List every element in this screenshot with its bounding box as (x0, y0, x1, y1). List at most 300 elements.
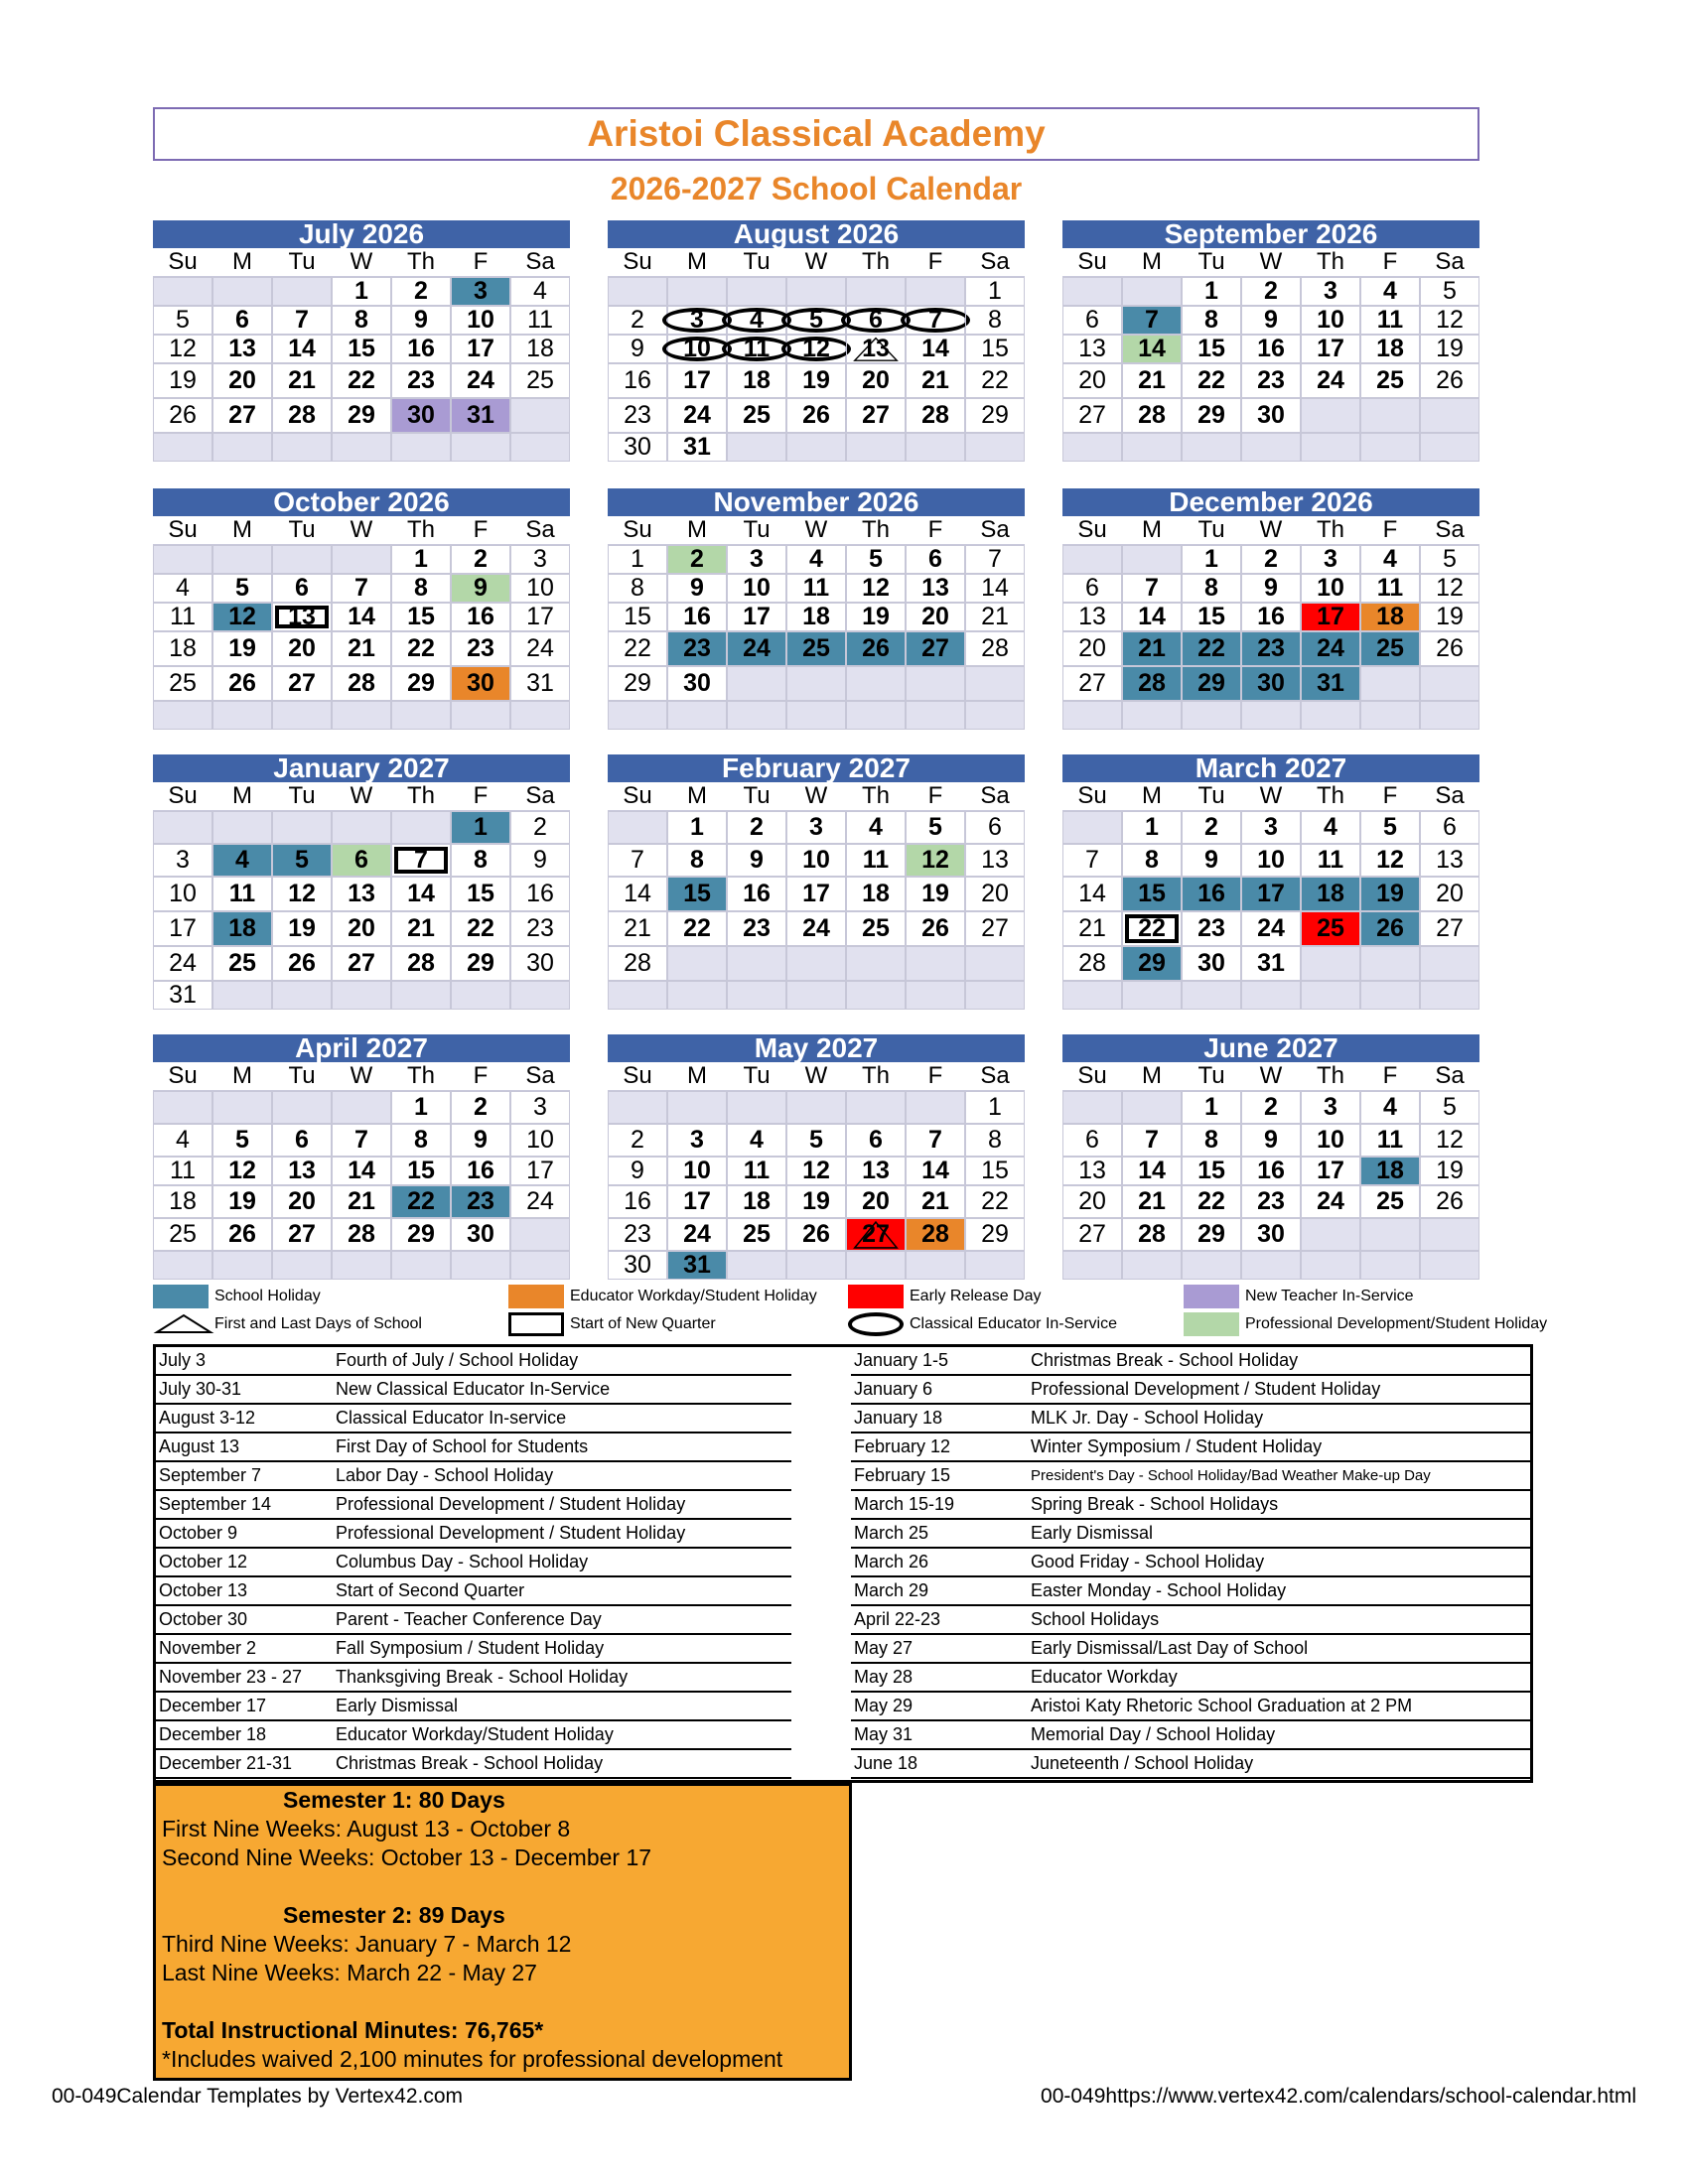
weekday-header: W (786, 1062, 846, 1091)
month-title: January 2027 (153, 754, 570, 782)
empty-cell (272, 1091, 332, 1124)
day-cell: 3 (667, 1124, 727, 1157)
empty-cell (391, 981, 451, 1010)
day-cell: 5 (1420, 545, 1479, 574)
day-cell: 6 (1062, 306, 1122, 335)
day-cell: 11 (1360, 306, 1420, 335)
weekday-header: Su (608, 782, 667, 811)
day-cell: 25 (727, 1218, 786, 1251)
day-cell: 1 (667, 811, 727, 844)
weekday-header: Su (1062, 782, 1122, 811)
event-description: Parent - Teacher Conference Day (336, 1609, 602, 1629)
event-description: Classical Educator In-service (336, 1408, 567, 1428)
month-title: June 2027 (1062, 1034, 1479, 1062)
event-date: September 14 (159, 1494, 272, 1514)
event-row (851, 1462, 1530, 1491)
empty-cell (1122, 545, 1182, 574)
day-cell: 1 (451, 811, 510, 844)
legend-label: Professional Development/Student Holiday (1245, 1315, 1548, 1332)
day-cell: 4 (786, 545, 846, 574)
event-row (156, 1606, 791, 1635)
empty-cell (667, 981, 727, 1010)
event-date: March 29 (854, 1580, 929, 1600)
day-cell: 7 (272, 306, 332, 335)
legend-school-holiday (153, 1285, 321, 1308)
event-row (156, 1405, 791, 1433)
day-cell: 29 (965, 1218, 1025, 1251)
day-cell: 18 (510, 335, 570, 363)
empty-cell (846, 1091, 906, 1124)
empty-cell (1420, 666, 1479, 701)
day-cell: 8 (667, 844, 727, 877)
day-cell: 22 (667, 911, 727, 946)
empty-cell (608, 701, 667, 730)
month-title: April 2027 (153, 1034, 570, 1062)
weekday-header: M (212, 1062, 272, 1091)
day-cell: 29 (1182, 1218, 1241, 1251)
day-cell: 16 (1241, 1157, 1301, 1185)
day-cell: 11 (846, 844, 906, 877)
day-cell: 4 (153, 574, 212, 603)
empty-cell (272, 981, 332, 1010)
day-cell: 14 (965, 574, 1025, 603)
weekday-header: M (1122, 782, 1182, 811)
empty-cell (608, 277, 667, 306)
empty-cell (906, 1091, 965, 1124)
day-cell: 21 (906, 363, 965, 398)
semester-summary (153, 1783, 852, 2081)
day-cell: 3 (667, 306, 727, 335)
day-cell: 12 (1420, 574, 1479, 603)
day-cell: 12 (906, 844, 965, 877)
day-cell: 28 (906, 398, 965, 433)
day-cell: 22 (1182, 363, 1241, 398)
day-cell: 12 (1420, 1124, 1479, 1157)
day-cell: 26 (272, 946, 332, 981)
day-cell: 26 (212, 1218, 272, 1251)
month-title: September 2026 (1062, 220, 1479, 248)
weekday-header: Su (153, 1062, 212, 1091)
day-cell: 26 (906, 911, 965, 946)
day-cell: 21 (332, 1185, 391, 1218)
event-description: Fourth of July / School Holiday (336, 1350, 579, 1370)
empty-cell (846, 981, 906, 1010)
day-cell: 6 (965, 811, 1025, 844)
day-cell: 15 (965, 335, 1025, 363)
day-cell: 3 (510, 545, 570, 574)
day-cell: 3 (1301, 277, 1360, 306)
month-grid (1062, 248, 1479, 462)
month-grid (1062, 782, 1479, 1010)
triangle-icon (153, 1312, 214, 1336)
legend-label: Classical Educator In-Service (910, 1315, 1117, 1332)
day-cell: 31 (667, 433, 727, 462)
empty-cell (153, 811, 212, 844)
day-cell: 18 (1360, 335, 1420, 363)
empty-cell (1122, 1251, 1182, 1280)
day-cell: 17 (1241, 877, 1301, 911)
weekday-header: Tu (1182, 516, 1241, 545)
event-date: May 27 (854, 1638, 914, 1658)
day-cell: 29 (608, 666, 667, 701)
empty-cell (1241, 701, 1301, 730)
month-grid (153, 516, 570, 730)
day-cell: 10 (451, 306, 510, 335)
empty-cell (1241, 981, 1301, 1010)
month-december-2026 (1062, 488, 1479, 730)
event-date: April 22-23 (854, 1609, 941, 1629)
day-cell: 4 (212, 844, 272, 877)
day-cell: 27 (272, 666, 332, 701)
weekday-header: Tu (1182, 248, 1241, 277)
day-cell: 6 (212, 306, 272, 335)
empty-cell (1122, 277, 1182, 306)
month-title: July 2026 (153, 220, 570, 248)
day-cell: 15 (391, 1157, 451, 1185)
legend-new-teacher (1184, 1285, 1414, 1308)
day-cell: 6 (906, 545, 965, 574)
event-row (156, 1693, 791, 1721)
day-cell: 1 (1182, 1091, 1241, 1124)
day-cell: 25 (727, 398, 786, 433)
day-cell: 30 (451, 1218, 510, 1251)
day-cell: 27 (965, 911, 1025, 946)
empty-cell (786, 277, 846, 306)
day-cell: 28 (1122, 1218, 1182, 1251)
day-cell: 27 (1420, 911, 1479, 946)
day-cell: 20 (332, 911, 391, 946)
day-cell: 27 (846, 1218, 906, 1251)
day-cell: 21 (1122, 1185, 1182, 1218)
day-cell: 25 (153, 1218, 212, 1251)
day-cell: 17 (1301, 335, 1360, 363)
empty-cell (727, 666, 786, 701)
day-cell: 1 (608, 545, 667, 574)
semester2-title: Semester 2: 89 Days (283, 1902, 505, 1928)
day-cell: 27 (846, 398, 906, 433)
empty-cell (510, 1218, 570, 1251)
weekday-header: Sa (510, 516, 570, 545)
day-cell: 11 (1360, 1124, 1420, 1157)
day-cell: 10 (667, 1157, 727, 1185)
weekday-header: W (1241, 516, 1301, 545)
day-cell: 14 (332, 603, 391, 631)
event-date: November 2 (159, 1638, 257, 1658)
empty-cell (1182, 701, 1241, 730)
day-cell: 19 (1420, 1157, 1479, 1185)
day-cell: 21 (272, 363, 332, 398)
event-row (156, 1721, 791, 1750)
day-cell: 19 (906, 877, 965, 911)
first-nine-weeks: First Nine Weeks: August 13 - October 8 (162, 1816, 571, 1842)
day-cell: 9 (391, 306, 451, 335)
event-description: MLK Jr. Day - School Holiday (1031, 1408, 1264, 1428)
empty-cell (906, 701, 965, 730)
empty-cell (1301, 1251, 1360, 1280)
event-date: June 18 (854, 1753, 918, 1773)
day-cell: 7 (332, 1124, 391, 1157)
weekday-header: Sa (965, 248, 1025, 277)
weekday-header: W (1241, 1062, 1301, 1091)
day-cell: 11 (1301, 844, 1360, 877)
day-cell: 28 (391, 946, 451, 981)
day-cell: 26 (1360, 911, 1420, 946)
day-cell: 24 (1301, 363, 1360, 398)
event-row (851, 1520, 1530, 1549)
month-july-2026 (153, 220, 570, 462)
day-cell: 31 (153, 981, 212, 1010)
day-cell: 13 (1062, 1157, 1122, 1185)
empty-cell (1420, 981, 1479, 1010)
calendar-year-title: 2026-2027 School Calendar (610, 171, 1023, 206)
day-cell: 23 (1241, 631, 1301, 666)
empty-cell (332, 1251, 391, 1280)
day-cell: 23 (608, 398, 667, 433)
day-cell: 30 (1241, 666, 1301, 701)
empty-cell (1301, 398, 1360, 433)
day-cell: 22 (451, 911, 510, 946)
triangle-icon (847, 336, 905, 362)
day-cell: 12 (212, 603, 272, 631)
day-cell: 19 (1420, 335, 1479, 363)
day-cell: 15 (608, 603, 667, 631)
day-cell: 21 (906, 1185, 965, 1218)
day-cell: 23 (608, 1218, 667, 1251)
empty-cell (846, 277, 906, 306)
weekday-header: Tu (727, 782, 786, 811)
day-cell: 5 (272, 844, 332, 877)
day-cell: 7 (906, 306, 965, 335)
day-cell: 22 (608, 631, 667, 666)
month-grid (153, 782, 570, 1010)
empty-cell (1182, 433, 1241, 462)
month-september-2026 (1062, 220, 1479, 462)
event-description: Fall Symposium / Student Holiday (336, 1638, 605, 1658)
day-cell: 17 (153, 911, 212, 946)
day-cell: 26 (1420, 1185, 1479, 1218)
day-cell: 18 (727, 363, 786, 398)
day-cell: 6 (1062, 1124, 1122, 1157)
weekday-header: M (667, 1062, 727, 1091)
empty-cell (786, 666, 846, 701)
day-cell: 18 (727, 1185, 786, 1218)
empty-cell (391, 433, 451, 462)
event-date: May 28 (854, 1667, 914, 1687)
day-cell: 8 (391, 574, 451, 603)
weekday-header: Sa (1420, 248, 1479, 277)
weekday-header: F (906, 516, 965, 545)
event-description: Easter Monday - School Holiday (1031, 1580, 1287, 1600)
day-cell: 24 (667, 398, 727, 433)
day-cell: 18 (1360, 1157, 1420, 1185)
legend-swatch (508, 1285, 564, 1308)
day-cell: 31 (1301, 666, 1360, 701)
empty-cell (212, 1251, 272, 1280)
weekday-header: Su (608, 1062, 667, 1091)
empty-cell (608, 981, 667, 1010)
day-cell: 31 (667, 1251, 727, 1280)
empty-cell (212, 811, 272, 844)
month-grid (153, 248, 570, 462)
event-row (156, 1462, 791, 1491)
empty-cell (332, 811, 391, 844)
weekday-header: F (1360, 1062, 1420, 1091)
weekday-header: Tu (727, 248, 786, 277)
weekday-header: W (332, 516, 391, 545)
day-cell: 8 (451, 844, 510, 877)
day-cell: 13 (906, 574, 965, 603)
day-cell: 25 (846, 911, 906, 946)
day-cell: 30 (1241, 398, 1301, 433)
empty-cell (1420, 1218, 1479, 1251)
empty-cell (1241, 1251, 1301, 1280)
empty-cell (1301, 981, 1360, 1010)
empty-cell (1062, 701, 1122, 730)
weekday-header: W (786, 248, 846, 277)
month-april-2027 (153, 1034, 570, 1280)
day-cell: 20 (906, 603, 965, 631)
day-cell: 2 (451, 1091, 510, 1124)
day-cell: 7 (965, 545, 1025, 574)
weekday-header: Su (1062, 516, 1122, 545)
day-cell: 27 (332, 946, 391, 981)
event-date: August 3-12 (159, 1408, 256, 1428)
day-cell: 28 (1122, 398, 1182, 433)
day-cell: 21 (1062, 911, 1122, 946)
weekday-header: Tu (1182, 782, 1241, 811)
weekday-header: Sa (1420, 516, 1479, 545)
empty-cell (510, 398, 570, 433)
day-cell: 12 (153, 335, 212, 363)
weekday-header: Tu (727, 1062, 786, 1091)
event-row (851, 1606, 1530, 1635)
weekday-header: F (906, 1062, 965, 1091)
footer-right: 00-049https://www.vertex42.com/calendars/school-calendar.html (1041, 2085, 1636, 2108)
empty-cell (1420, 398, 1479, 433)
day-cell: 3 (153, 844, 212, 877)
day-cell: 13 (965, 844, 1025, 877)
day-cell: 23 (451, 631, 510, 666)
empty-cell (667, 946, 727, 981)
day-cell: 20 (965, 877, 1025, 911)
day-cell: 12 (786, 335, 846, 363)
event-description: Start of Second Quarter (336, 1580, 525, 1600)
day-cell: 27 (212, 398, 272, 433)
day-cell: 7 (1122, 306, 1182, 335)
day-cell: 25 (1360, 631, 1420, 666)
day-cell: 17 (667, 1185, 727, 1218)
day-cell: 13 (272, 1157, 332, 1185)
day-cell: 24 (510, 631, 570, 666)
empty-cell (727, 1251, 786, 1280)
day-cell: 24 (727, 631, 786, 666)
event-description: Labor Day - School Holiday (336, 1465, 554, 1485)
day-cell: 14 (906, 335, 965, 363)
events-column-right (851, 1347, 1530, 1779)
day-cell: 4 (510, 277, 570, 306)
third-nine-weeks: Third Nine Weeks: January 7 - March 12 (162, 1931, 572, 1957)
empty-cell (1182, 981, 1241, 1010)
day-cell: 28 (332, 1218, 391, 1251)
square-outline-icon (508, 1312, 564, 1336)
empty-cell (1122, 981, 1182, 1010)
weekday-header: F (1360, 248, 1420, 277)
day-cell: 14 (608, 877, 667, 911)
empty-cell (272, 1251, 332, 1280)
empty-cell (846, 433, 906, 462)
month-august-2026 (608, 220, 1025, 462)
month-grid (608, 248, 1025, 462)
day-cell: 27 (906, 631, 965, 666)
weekday-header: M (667, 782, 727, 811)
event-description: Professional Development / Student Holiday (1031, 1379, 1381, 1399)
legend-swatch (1184, 1312, 1239, 1336)
day-cell: 29 (391, 666, 451, 701)
day-cell: 2 (1241, 277, 1301, 306)
day-cell: 24 (1301, 631, 1360, 666)
empty-cell (727, 981, 786, 1010)
event-date: February 12 (854, 1436, 951, 1456)
day-cell: 30 (391, 398, 451, 433)
day-cell: 6 (272, 1124, 332, 1157)
day-cell: 20 (212, 363, 272, 398)
day-cell: 13 (1420, 844, 1479, 877)
event-date: October 9 (159, 1523, 238, 1543)
empty-cell (451, 981, 510, 1010)
day-cell: 13 (1062, 603, 1122, 631)
day-cell: 7 (1062, 844, 1122, 877)
day-cell: 2 (1241, 545, 1301, 574)
event-description: Early Dismissal (336, 1696, 459, 1715)
event-row (156, 1376, 791, 1405)
day-cell: 9 (1241, 1124, 1301, 1157)
weekday-header: Th (1301, 1062, 1360, 1091)
empty-cell (1360, 1251, 1420, 1280)
empty-cell (1122, 1091, 1182, 1124)
month-title: August 2026 (608, 220, 1025, 248)
day-cell: 24 (451, 363, 510, 398)
day-cell: 26 (846, 631, 906, 666)
month-title: May 2027 (608, 1034, 1025, 1062)
month-grid (608, 782, 1025, 1010)
month-title: February 2027 (608, 754, 1025, 782)
day-cell: 6 (332, 844, 391, 877)
day-cell: 18 (1301, 877, 1360, 911)
day-cell: 3 (1301, 545, 1360, 574)
day-cell: 8 (1182, 306, 1241, 335)
day-cell: 22 (965, 363, 1025, 398)
day-cell: 2 (1241, 1091, 1301, 1124)
day-cell: 6 (1420, 811, 1479, 844)
weekday-header: Th (391, 782, 451, 811)
legend-label: Early Release Day (910, 1288, 1042, 1304)
day-cell: 3 (1241, 811, 1301, 844)
empty-cell (906, 981, 965, 1010)
day-cell: 3 (727, 545, 786, 574)
event-date: July 30-31 (159, 1379, 242, 1399)
empty-cell (667, 277, 727, 306)
empty-cell (1062, 811, 1122, 844)
event-description: Professional Development / Student Holiday (336, 1523, 686, 1543)
day-cell: 15 (451, 877, 510, 911)
day-cell: 18 (153, 1185, 212, 1218)
day-cell: 21 (1122, 631, 1182, 666)
day-cell: 10 (667, 335, 727, 363)
day-cell: 14 (332, 1157, 391, 1185)
event-description: Juneteenth / School Holiday (1031, 1753, 1254, 1773)
day-cell: 22 (1122, 911, 1182, 946)
empty-cell (1360, 946, 1420, 981)
